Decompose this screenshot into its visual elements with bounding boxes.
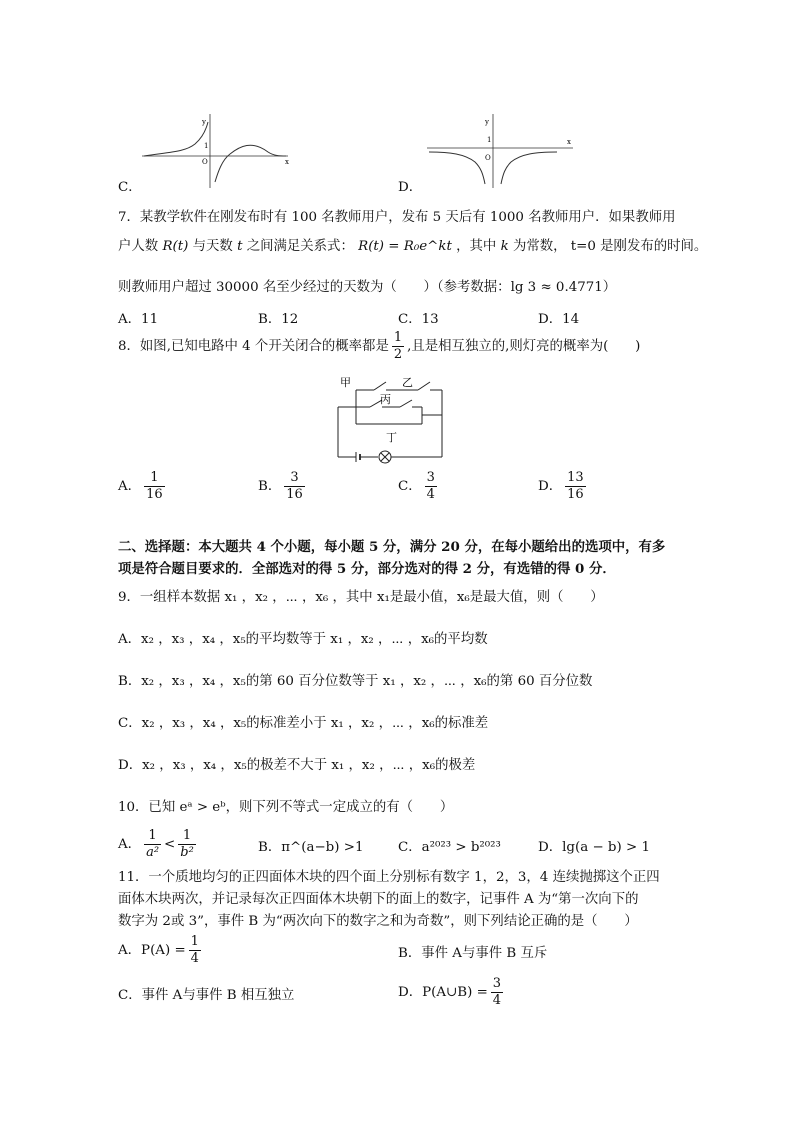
q11-option-a xyxy=(118,934,204,967)
switch-jia-label: 甲 xyxy=(340,376,351,389)
graph-d-y-label: y xyxy=(485,118,489,126)
q9-option-a: A．x₂ ，x₃ ，x₄ ，x₅的平均数等于 x₁ ，x₂ ，⋯ ，x₆的平均数 xyxy=(118,632,488,647)
q8-option-a xyxy=(118,470,168,503)
q8-option-d-frac xyxy=(565,470,586,503)
q8-option-d-den: 16 xyxy=(567,487,584,502)
graph-d xyxy=(425,112,575,190)
q8-option-b xyxy=(258,470,308,503)
section2-line2: 项是符合题目要求的．全部选对的得 5 分，部分选对的得 2 分，有选错的得 0 分． xyxy=(118,561,616,577)
q8-option-c xyxy=(398,470,440,503)
q10-option-a-label: A． xyxy=(118,837,142,852)
q8-text-a: 8．如图,已知电路中 4 个开关闭合的概率都是 xyxy=(118,339,389,354)
q7-line3: 则教师用户超过 30000 名至少经过的天数为（ ）（参考数据：lg 3 ≈ 0.4771） xyxy=(118,280,617,295)
graph-c xyxy=(140,112,290,190)
graph-d-one: 1 xyxy=(487,136,492,144)
graph-d-label: D． xyxy=(398,180,423,195)
q9-option-d: D．x₂ ，x₃ ，x₄ ，x₅的极差不大于 x₁ ，x₂ ，⋯ ，x₆的极差 xyxy=(118,758,476,773)
q7-option-c: C．13 xyxy=(398,312,439,327)
graph-c-origin: O xyxy=(202,158,208,166)
q7-t: t xyxy=(237,239,243,254)
q8-option-b-num: 3 xyxy=(284,470,305,487)
switch-bing-label: 丙 xyxy=(380,393,391,406)
q11-option-d xyxy=(398,976,506,1009)
q8-option-a-label: A． xyxy=(118,479,142,494)
q8-option-b-label: B． xyxy=(258,479,282,494)
circuit-diagram xyxy=(330,372,450,467)
graph-c-y-label: y xyxy=(202,118,206,126)
q7-text-f: t=0 是刚发布的时间。 xyxy=(570,239,708,254)
q8-stem xyxy=(118,330,640,363)
graph-d-svg xyxy=(425,112,575,190)
q11-option-a-num: 1 xyxy=(190,934,199,949)
q11-line1: 11．一个质地均匀的正四面体木块的四个面上分别标有数字 1，2，3，4 连续抛掷这个正四 xyxy=(118,870,660,885)
graph-d-origin: O xyxy=(485,154,491,162)
q8-half xyxy=(392,330,404,363)
q8-half-den: 2 xyxy=(393,347,403,362)
q8-option-b-frac xyxy=(284,470,305,503)
q11-option-d-den: 4 xyxy=(492,993,502,1008)
q8-half-num: 1 xyxy=(393,330,403,345)
q8-option-c-frac xyxy=(425,470,437,503)
q7-option-a: A．11 xyxy=(118,312,159,327)
q7-line1: 7．某教学软件在刚发布时有 100 名教师用户，发布 5 天后有 1000 名教师用户．如果教师用 xyxy=(118,210,676,225)
q11-option-c: C．事件 A与事件 B 相互独立 xyxy=(118,988,295,1003)
switch-ding-label: 丁 xyxy=(386,431,397,444)
q7-rt: R(t) xyxy=(162,239,189,254)
q7-text-c: 之间满足关系式： xyxy=(246,239,354,254)
q11-option-b: B．事件 A与事件 B 互斥 xyxy=(398,946,548,961)
q9-option-b: B．x₂ ，x₃ ，x₄ ，x₅的第 60 百分位数等于 x₁ ，x₂ ，⋯ ，x₆的第 60 百分位数 xyxy=(118,674,593,689)
q8-text-b: ,且是相互独立的,则灯亮的概率为( ) xyxy=(407,339,641,354)
q11-option-d-text: D．P(A∪B) = xyxy=(398,985,488,1000)
q8-option-a-num: 1 xyxy=(144,470,165,487)
q10-option-a xyxy=(118,828,199,861)
q10-option-b: B．π^(a−b) >1 xyxy=(258,840,364,855)
q9-stem: 9．一组样本数据 x₁ ，x₂ ，⋯ ，x₆ ，其中 x₁是最小值，x₆是最大值，则（ ） xyxy=(118,590,604,605)
q8-option-d xyxy=(538,470,589,503)
q7-k: k xyxy=(500,239,509,254)
graph-c-label: C． xyxy=(118,180,142,195)
circuit-svg xyxy=(330,372,450,467)
q9-option-c: C．x₂ ，x₃ ，x₄ ，x₅的标准差小于 x₁ ，x₂ ，⋯ ，x₆的标准差 xyxy=(118,716,489,731)
q10-option-c: C．a²⁰²³ > b²⁰²³ xyxy=(398,840,501,855)
q8-option-a-den: 16 xyxy=(146,487,163,502)
q8-option-d-num: 13 xyxy=(567,470,584,485)
q7-text-b: 与天数 xyxy=(192,239,233,254)
switch-yi-label: 乙 xyxy=(402,376,413,389)
q10-option-a-rhs xyxy=(178,828,196,861)
q11-option-a-text: A．P(A) = xyxy=(118,943,186,958)
graph-c-x-label: x xyxy=(285,158,289,166)
q7-option-b: B．12 xyxy=(258,312,299,327)
q8-option-b-den: 16 xyxy=(286,487,303,502)
q10-option-a-lhs-den: a² xyxy=(146,845,160,860)
q10-option-d: D．lg(a − b) > 1 xyxy=(538,840,650,855)
q7-formula: R(t) = R₀e^kt xyxy=(358,239,452,254)
q10-option-a-op: < xyxy=(164,837,176,852)
section2-line1: 二、选择题：本大题共 4 个小题，每小题 5 分，满分 20 分，在每小题给出的选项中，有多 xyxy=(118,539,666,555)
graph-c-svg xyxy=(140,112,290,190)
q11-line2: 面体木块两次，并记录每次正四面体木块朝下的面上的数字，记事件 A 为“第一次向下的 xyxy=(118,892,639,907)
q11-line3: 数字为 2或 3”，事件 B 为“两次向下的数字之和为奇数”，则下列结论正确的是（ ） xyxy=(118,914,638,929)
q7-option-d: D．14 xyxy=(538,312,580,327)
q8-option-c-num: 3 xyxy=(426,470,435,485)
q8-option-d-label: D． xyxy=(538,479,563,494)
q7-line2 xyxy=(118,235,707,254)
q11-option-d-num: 3 xyxy=(492,976,502,991)
q11-option-a-frac xyxy=(189,934,201,967)
q10-stem: 10．已知 eᵃ > eᵇ，则下列不等式一定成立的有（ ） xyxy=(118,800,454,815)
q10-option-a-lhs-num: 1 xyxy=(144,828,161,845)
q8-option-c-den: 4 xyxy=(426,487,435,502)
graph-c-one: 1 xyxy=(204,142,209,150)
q7-text-a: 户人数 xyxy=(118,239,159,254)
q11-option-d-frac xyxy=(491,976,503,1009)
q10-option-a-rhs-den: b² xyxy=(180,845,194,860)
q10-option-a-lhs xyxy=(144,828,161,861)
q10-option-a-rhs-num: 1 xyxy=(178,828,196,845)
q8-option-a-frac xyxy=(144,470,165,503)
q8-option-c-label: C． xyxy=(398,479,422,494)
graph-d-x-label: x xyxy=(567,138,571,146)
q11-option-a-den: 4 xyxy=(190,951,199,966)
q7-text-e: 为常数， xyxy=(512,239,567,254)
q7-text-d: ，其中 xyxy=(456,239,497,254)
